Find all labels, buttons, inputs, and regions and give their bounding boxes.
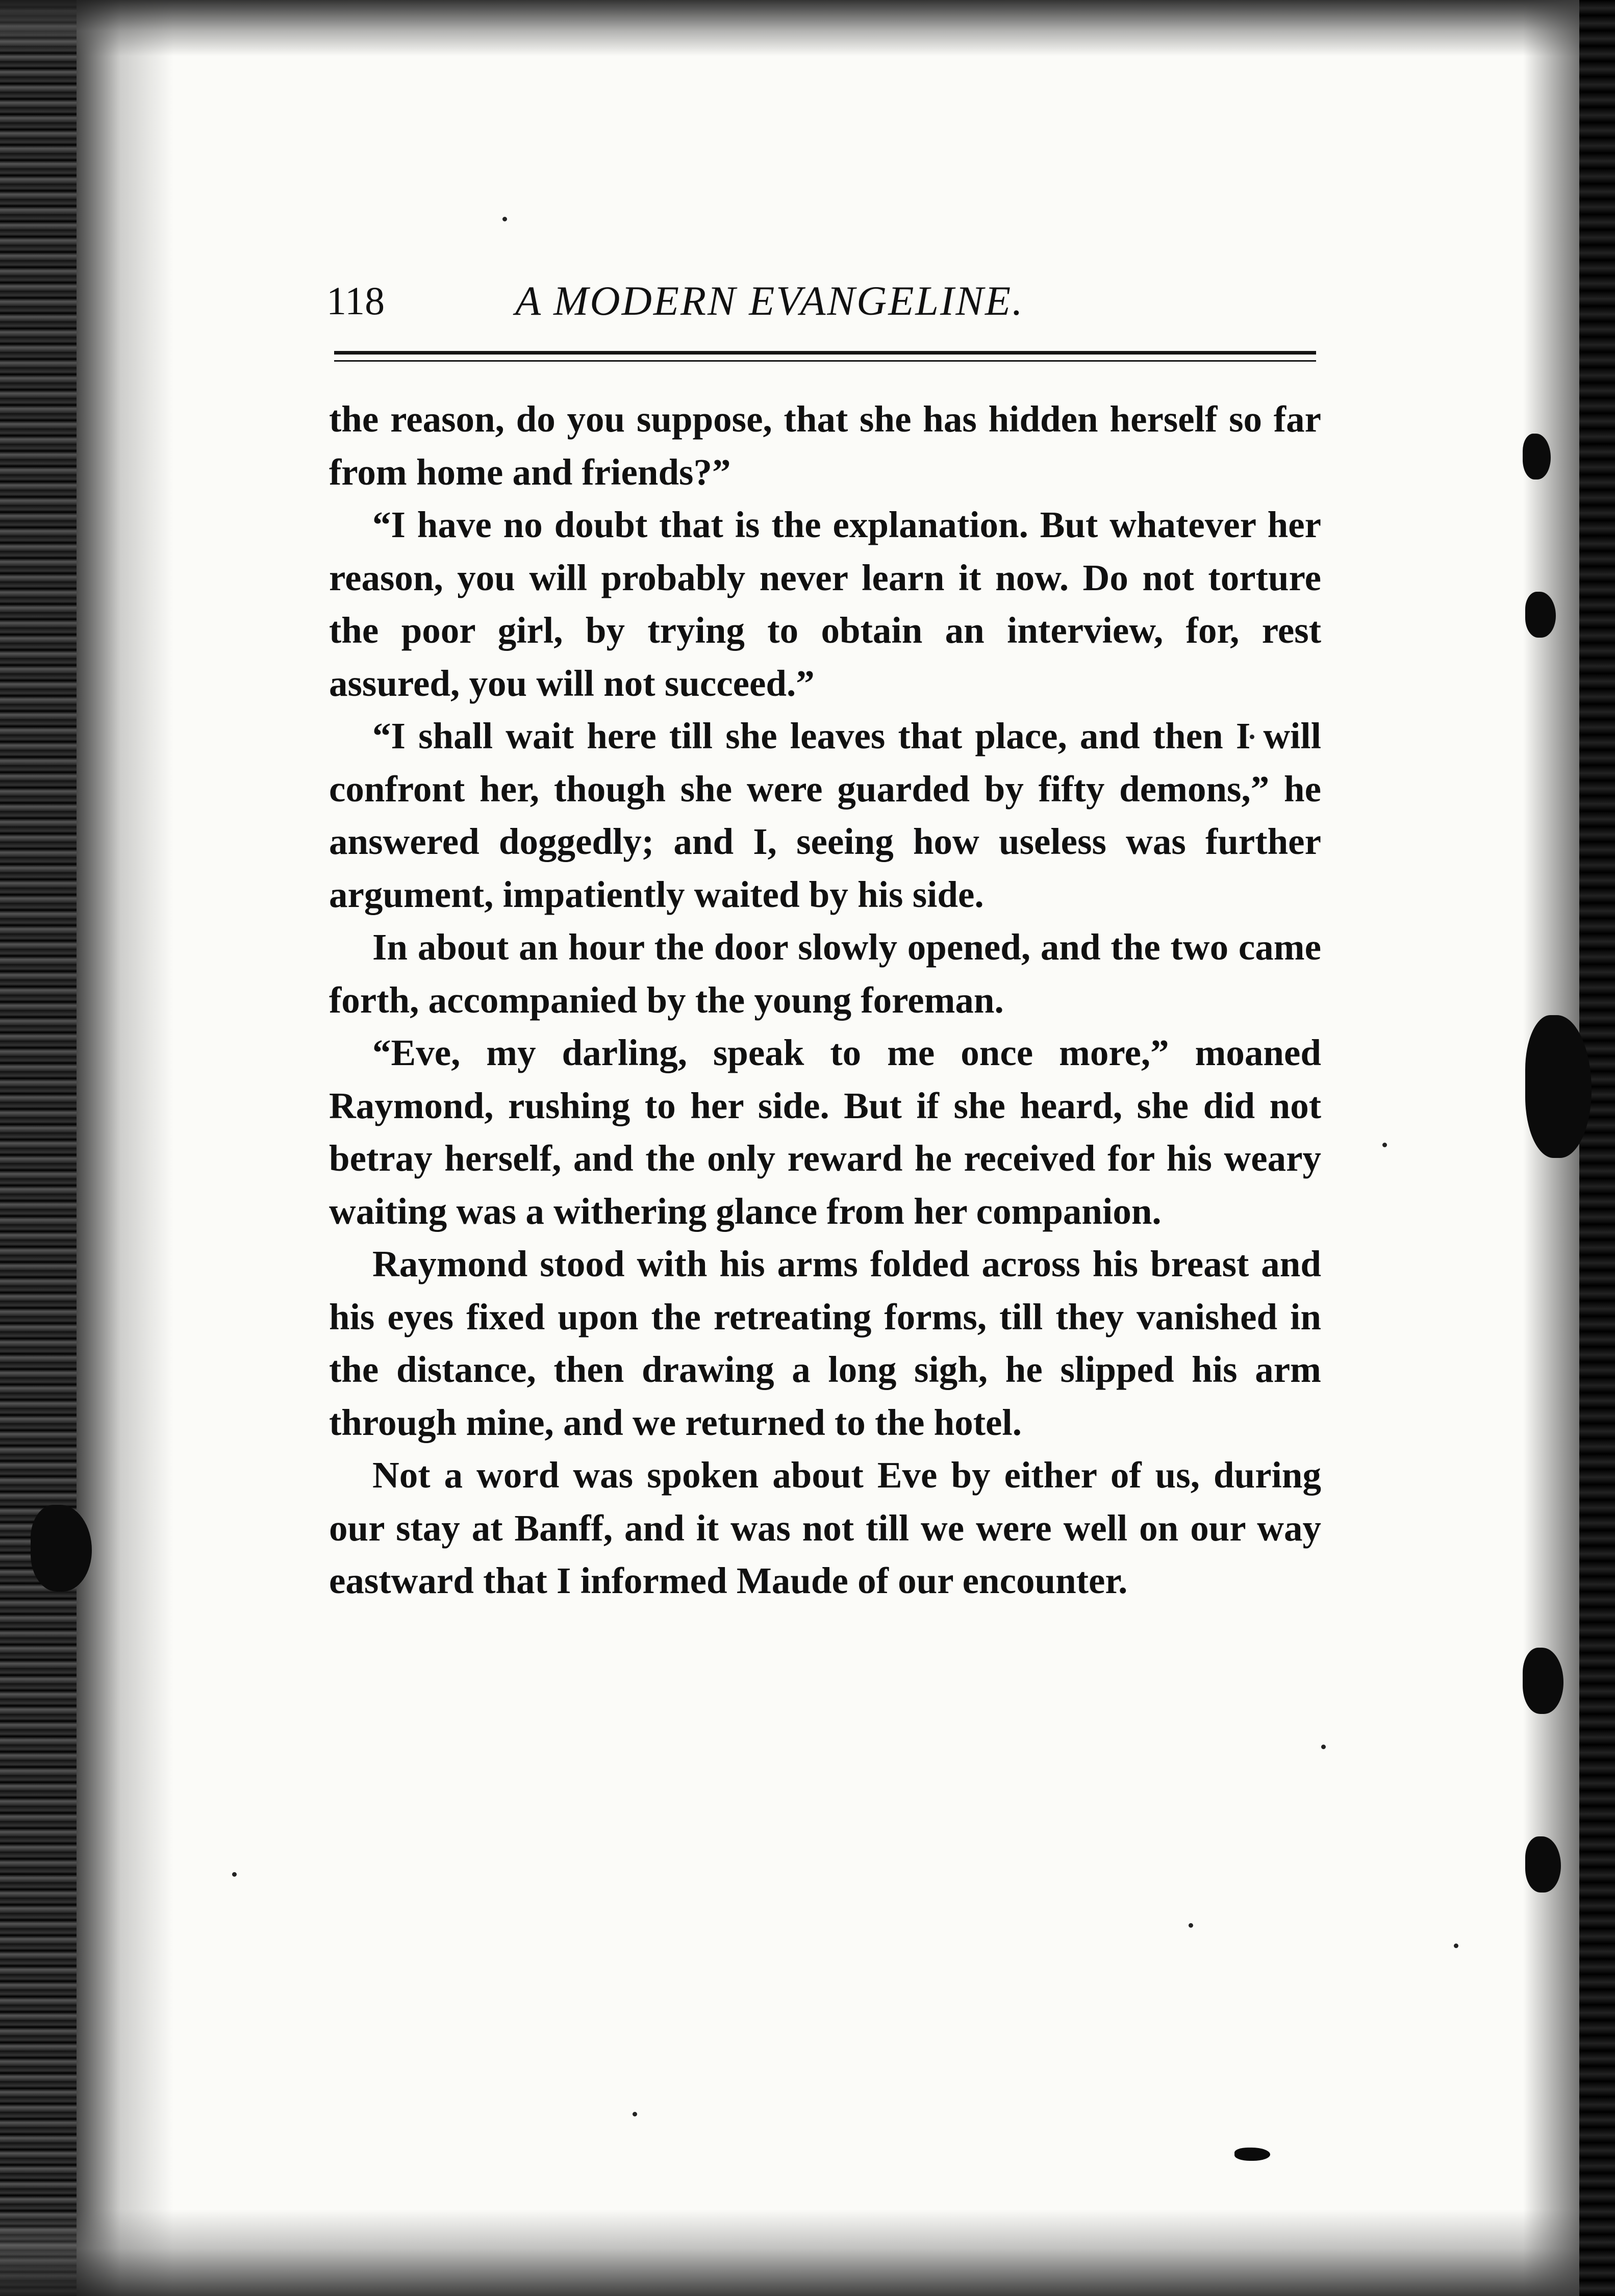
speck xyxy=(1382,1143,1387,1147)
scan-edge-left-fade xyxy=(77,0,173,2296)
scan-edge-left xyxy=(0,0,77,2296)
ink-blot xyxy=(1523,434,1551,480)
speck xyxy=(232,1872,237,1877)
body-text xyxy=(329,393,1321,1607)
book-title: A MODERN EVANGELINE. xyxy=(515,277,1024,324)
speck xyxy=(502,217,507,221)
paragraph: “Eve, my darling, speak to me once more,” moaned Raymond, rushing to her side. But if she heard, she did not betray herself, and the only reward he received for his weary waiting was a withering glance from her companion. xyxy=(329,1032,1321,1232)
paragraph: Raymond stood with his arms folded across his breast and his eyes fixed upon the retreating forms, till they vanished in the distance, then drawing a long sigh, he slipped his arm through mine, and we returned to the hotel. xyxy=(329,1243,1321,1443)
header-rule xyxy=(334,360,1316,362)
running-header xyxy=(326,270,1326,332)
paragraph: the reason, do you suppose, that she has hidden herself so far from home and friends?” xyxy=(329,398,1321,493)
speck xyxy=(1454,1944,1458,1948)
speck xyxy=(1321,1745,1326,1749)
header-rule xyxy=(334,351,1316,355)
ink-blot xyxy=(1234,2148,1270,2161)
page-number: 118 xyxy=(326,279,385,323)
scan-edge-top xyxy=(0,0,1615,56)
ink-blot xyxy=(1525,592,1556,638)
paragraph: “I have no doubt that is the explanation. But whatever her reason, you will probably never learn it now. Do not torture the poor girl, by trying to obtain an interview, for, rest assured, you will not succeed.” xyxy=(329,504,1321,704)
paragraph: “I shall wait here till she leaves that place, and then I will confront her, though she were guarded by fifty demons,” he answered doggedly; and I, seeing how useless was further argument, impatiently waited by his side. xyxy=(329,715,1321,915)
ink-blot xyxy=(1525,1836,1561,1893)
paragraph: Not a word was spoken about Eve by either of us, during our stay at Banff, and it was not till we were well on our way eastward that I informed Maude of our encounter. xyxy=(329,1454,1321,1601)
speck xyxy=(633,2112,637,2116)
ink-blot xyxy=(1523,1648,1563,1714)
paragraph: In about an hour the door slowly opened, and the two came forth, accompanied by the young foreman. xyxy=(329,926,1321,1021)
scan-edge-right xyxy=(1579,0,1615,2296)
speck xyxy=(1189,1923,1193,1928)
scan-edge-bottom xyxy=(0,2209,1615,2296)
